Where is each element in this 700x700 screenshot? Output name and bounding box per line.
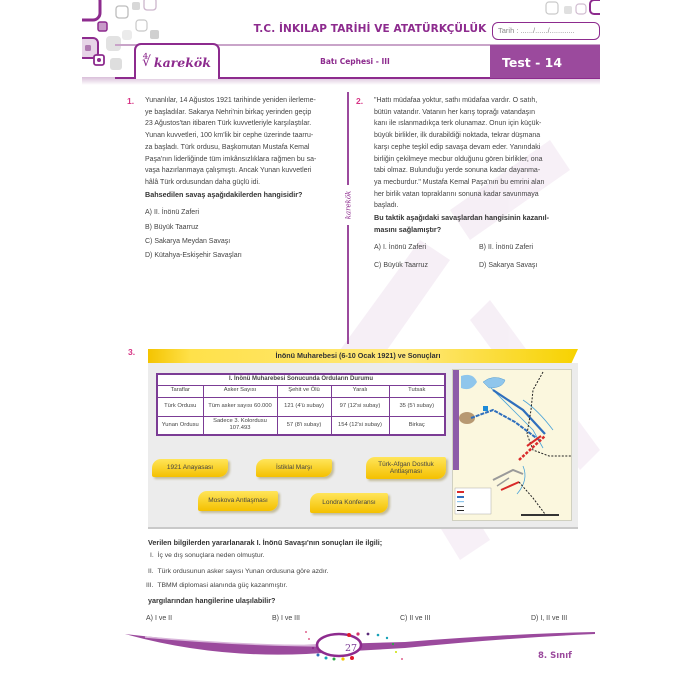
table-cell: 154 (12'si subay)	[331, 416, 389, 435]
question-1-option-c[interactable]: C) Sakarya Meydan Savaşı	[145, 238, 231, 245]
table-header-row	[157, 385, 445, 397]
table-cell: 35 (5'i subay)	[389, 397, 445, 416]
question-3-figure	[148, 349, 578, 529]
text-line: 23 Ağustos'tan itibaren Türk kuvvetleriyle karşılaştılar.	[145, 120, 312, 128]
topic-title: Batı Cephesi - III	[320, 57, 390, 66]
question-3-option-a[interactable]: A) I ve II	[146, 615, 173, 622]
date-field: Tarih : ....../....../............	[492, 22, 600, 40]
question-3-lead: Verilen bilgilerden yararlanarak I. İnönü Savaşı'nın sonuçları ile ilgili;	[148, 538, 383, 547]
text-line: büyük birlikler, ilk durabildiği noktada, tekrar düşmana	[374, 132, 541, 140]
statement-3	[146, 582, 287, 589]
statement-text: Türk ordusunun asker sayısı Yunan ordusuna göre azdır.	[157, 568, 329, 575]
question-2-option-d[interactable]: D) Sakarya Savaşı	[479, 262, 538, 269]
table-cell: 97 (12'si subay)	[331, 397, 389, 416]
text-line: bütün vatandır. Vatanın her karış toprağı vatandaşın	[374, 108, 535, 116]
statement-2	[148, 568, 329, 575]
prompt-line: masını sağlamıştır?	[374, 224, 442, 234]
table-cell: 57 (8'i subay)	[277, 416, 331, 435]
tag-turk-afgan-antlasmasi: Türk-Afgan Dostluk Antlaşması	[366, 457, 446, 479]
battle-map-icon	[453, 370, 572, 521]
question-1-option-d[interactable]: D) Kütahya-Eskişehir Savaşları	[145, 252, 242, 259]
test-number-badge: Test - 14	[490, 45, 600, 78]
text-line: Yunanlılar, 14 Ağustos 1921 tarihinde yeniden ilerleme-	[145, 97, 316, 104]
table-cell: 121 (4'ü subay)	[277, 397, 331, 416]
column-header: Yaralı	[331, 385, 389, 397]
column-header: Taraflar	[157, 385, 203, 397]
question-3-option-b[interactable]: B) I ve III	[272, 615, 301, 622]
subject-title: T.C. İNKILAP TARİHİ VE ATATÜRKÇÜLÜK	[253, 23, 487, 35]
table-cell: Birkaç	[389, 416, 445, 435]
question-1-number: 1.	[127, 96, 135, 106]
column-header: Asker Sayısı	[203, 385, 277, 397]
text-line: ya mecburdur." Mustafa Kemal Paşa'nın bu emrini alan	[374, 178, 545, 186]
question-3-number: 3.	[128, 347, 136, 357]
question-3-prompt: yargılarından hangilerine ulaşılabilir?	[148, 596, 276, 605]
question-1-option-b[interactable]: B) Büyük Taarruz	[145, 224, 199, 231]
question-3-option-d[interactable]: D) I, II ve III	[531, 615, 568, 622]
question-1-text	[145, 95, 341, 189]
question-2-number: 2.	[356, 96, 364, 106]
page-number: 27	[344, 643, 358, 654]
column-header: Şehit ve Ölü	[277, 385, 331, 397]
battle-results-table	[156, 373, 446, 436]
text-line: birliğin çekilmeye mecbur olduğunu gören birlikler, ona	[374, 155, 543, 163]
tag-istiklal-marsi: İstiklal Marşı	[256, 459, 332, 477]
statement-number: II.	[148, 568, 154, 575]
statement-1	[150, 552, 264, 559]
statement-text: İç ve dış sonuçlara neden olmuştur.	[157, 552, 265, 559]
text-line: hâlâ Türk ordusundan daha güçlü idi.	[145, 178, 261, 186]
column-header: Tutsak	[389, 385, 445, 397]
table-cell: Tüm asker sayısı 60.000	[203, 397, 277, 416]
grade-label: 8. Sınıf	[538, 651, 572, 661]
text-line: tabi olmaz. Bulunduğu yerde sonuna kadar dayanma-	[374, 167, 541, 175]
question-3-option-c[interactable]: C) II ve III	[400, 615, 431, 622]
brand-logo	[134, 43, 220, 79]
question-2-option-c[interactable]: C) Büyük Taarruz	[374, 262, 428, 269]
text-line: za başladı. Türk ordusu, Başkomutan Mustafa Kemal	[145, 143, 310, 151]
statement-number: I.	[150, 552, 154, 559]
text-line: vaşa hazırlanmaya çalışmıştı. Ancak Yunan kuvvetleri	[145, 167, 312, 175]
divider-logo	[339, 185, 357, 225]
table-cell: Türk Ordusu	[157, 397, 203, 416]
text-line: Yunan kuvvetleri, 100 km'lik bir cephe üzerinde taarru-	[145, 132, 314, 140]
table-cell: Yunan Ordusu	[157, 416, 203, 435]
battle-map	[452, 369, 572, 521]
text-line: ye başladılar. Sakarya Nehri'nin birkaç yerinden geçip	[145, 108, 312, 116]
decorative-squares-right-icon	[520, 0, 600, 24]
text-line: karşı cephe teşkil edip savaşa devam eder. Yanındaki	[374, 143, 541, 151]
text-line: başladı.	[374, 202, 399, 210]
statement-number: III.	[146, 582, 154, 589]
question-1-option-a[interactable]: A) II. İnönü Zaferi	[145, 209, 200, 216]
root-symbol-icon: ∜	[142, 54, 151, 70]
question-1-prompt: Bahsedilen savaş aşağıdakilerden hangisidir?	[145, 190, 303, 199]
divider-logo-text: karekök	[344, 190, 353, 220]
question-2-text	[374, 95, 574, 212]
figure-title: İnönü Muharebesi (6-10 Ocak 1921) ve Sonuçları	[275, 351, 441, 360]
question-2-option-a[interactable]: A) I. İnönü Zaferi	[374, 244, 427, 251]
table-cell: Sadece 3. Kolordusu 107.493	[203, 416, 277, 435]
text-line: Paşa'nın liderliğinde tüm imkânsızlıklara rağmen bu sa-	[145, 155, 317, 163]
tag-moskova-antlasmasi: Moskova Antlaşması	[198, 491, 278, 511]
tag-londra-konferansi: Londra Konferansı	[310, 493, 388, 513]
table-caption: I. İnönü Muharebesi Sonucunda Orduların Durumu	[157, 374, 445, 385]
statement-text: TBMM diplomasi alanında güç kazanmıştır.	[157, 582, 288, 589]
brand-name: karekök	[153, 54, 211, 70]
text-line: kanı ile ıslanmadıkça terk olunamaz. Onun için küçük-	[374, 120, 542, 128]
prompt-line: Bu taktik aşağıdaki savaşlardan hangisinin kazanıl-	[374, 213, 549, 222]
text-line: "Hattı müdafaa yoktur, sathı müdafaa vardır. O satıh,	[374, 97, 538, 104]
table-row	[157, 397, 445, 416]
tag-1921-anayasasi: 1921 Anayasası	[152, 459, 228, 477]
table-row	[157, 416, 445, 435]
question-2-prompt	[374, 212, 584, 235]
text-line: her birlik vatan topraklarını sonuna kadar savunmaya	[374, 190, 539, 198]
question-2-option-b[interactable]: B) II. İnönü Zaferi	[479, 244, 534, 251]
